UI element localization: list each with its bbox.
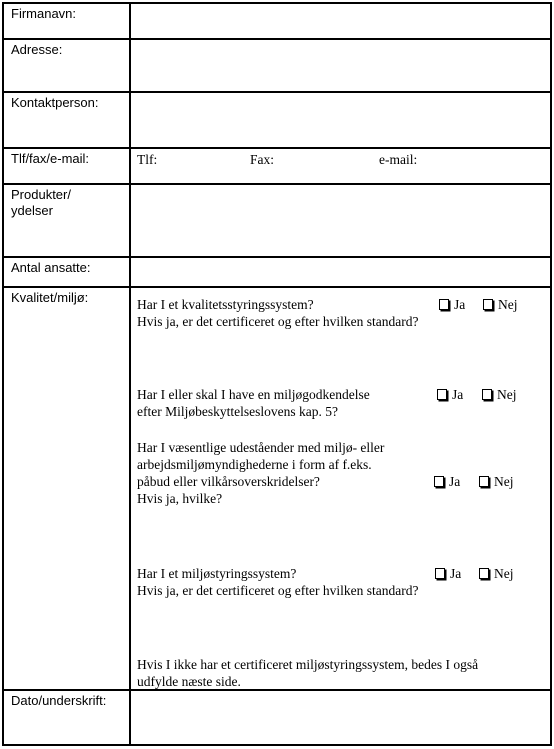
label-dato-underskrift: Dato/underskrift: [11, 693, 107, 708]
email-label: e-mail: [379, 152, 418, 167]
dato-underskrift-field[interactable] [131, 691, 550, 744]
option-label: Ja [452, 387, 464, 402]
adresse-field[interactable] [131, 40, 550, 91]
form-border-bottom [2, 744, 552, 746]
q3-yes-option[interactable] [434, 473, 460, 490]
label-kontaktperson: Kontaktperson: [11, 95, 99, 110]
form-border-right [550, 2, 552, 746]
option-label: Ja [454, 297, 466, 312]
q2-no-option[interactable] [482, 386, 517, 403]
q4-yes-option[interactable] [435, 565, 461, 582]
option-label: Nej [497, 387, 517, 402]
label-adresse: Adresse: [11, 42, 63, 57]
q2-yes-option[interactable] [437, 386, 463, 403]
label-kvalitet-miljo: Kvalitet/miljø: [11, 290, 89, 305]
question-environmental-management: Har I et miljøstyringssystem? [137, 566, 297, 581]
option-label: Nej [498, 297, 518, 312]
q1-no-option[interactable] [483, 296, 518, 313]
checkbox-icon[interactable] [439, 299, 449, 310]
question-environmental-standard: Hvis ja, er det certificeret og efter hvilken standard? [137, 583, 419, 598]
antal-ansatte-field[interactable] [131, 258, 550, 286]
q3-no-option[interactable] [479, 473, 514, 490]
note-line-2: udfylde næste side. [137, 674, 241, 689]
option-label: Ja [449, 474, 461, 489]
checkbox-icon[interactable] [435, 568, 445, 579]
option-label: Ja [450, 566, 462, 581]
option-label: Nej [494, 566, 514, 581]
note-line-1: Hvis I ikke har et certificeret miljøstyringssystem, bedes I også [137, 657, 479, 672]
form-border-left [2, 2, 4, 746]
produkter-field[interactable] [131, 185, 550, 256]
checkbox-icon[interactable] [483, 299, 493, 310]
question-environmental-approval: Har I eller skal I have en miljøgodkendelse [137, 387, 370, 402]
question-outstanding-issues-3: påbud eller vilkårsoverskridelser? [137, 474, 320, 489]
kontaktperson-field[interactable] [131, 93, 550, 147]
label-ydelser: ydelser [11, 203, 53, 218]
question-quality-system: Har I et kvalitetsstyringssystem? [137, 297, 314, 312]
checkbox-icon[interactable] [479, 476, 489, 487]
firmanavn-field[interactable] [131, 4, 550, 38]
checkbox-icon[interactable] [479, 568, 489, 579]
fax-label: Fax: [250, 152, 275, 167]
question-quality-standard: Hvis ja, er det certificeret og efter hvilken standard? [137, 314, 419, 329]
checkbox-icon[interactable] [434, 476, 444, 487]
question-outstanding-issues-2: arbejdsmiljømyndighederne i form af f.eks. [137, 457, 372, 472]
question-outstanding-issues: Har I væsentlige udeståender med miljø- eller [137, 440, 385, 455]
supplier-form [2, 2, 552, 746]
label-tlf-fax-email: Tlf/fax/e-mail: [11, 151, 90, 166]
tlf-label: Tlf: [137, 152, 158, 167]
option-label: Nej [494, 474, 514, 489]
checkbox-icon[interactable] [482, 389, 492, 400]
q4-no-option[interactable] [479, 565, 514, 582]
checkbox-icon[interactable] [437, 389, 447, 400]
label-firmanavn: Firmanavn: [11, 6, 77, 21]
label-produkter: Produkter/ [11, 187, 71, 202]
q1-yes-option[interactable] [439, 296, 465, 313]
question-which: Hvis ja, hvilke? [137, 491, 223, 506]
label-antal-ansatte: Antal ansatte: [11, 260, 91, 275]
row-divider [2, 286, 552, 288]
question-environmental-law: efter Miljøbeskyttelseslovens kap. 5? [137, 404, 338, 419]
row-divider [2, 147, 552, 149]
